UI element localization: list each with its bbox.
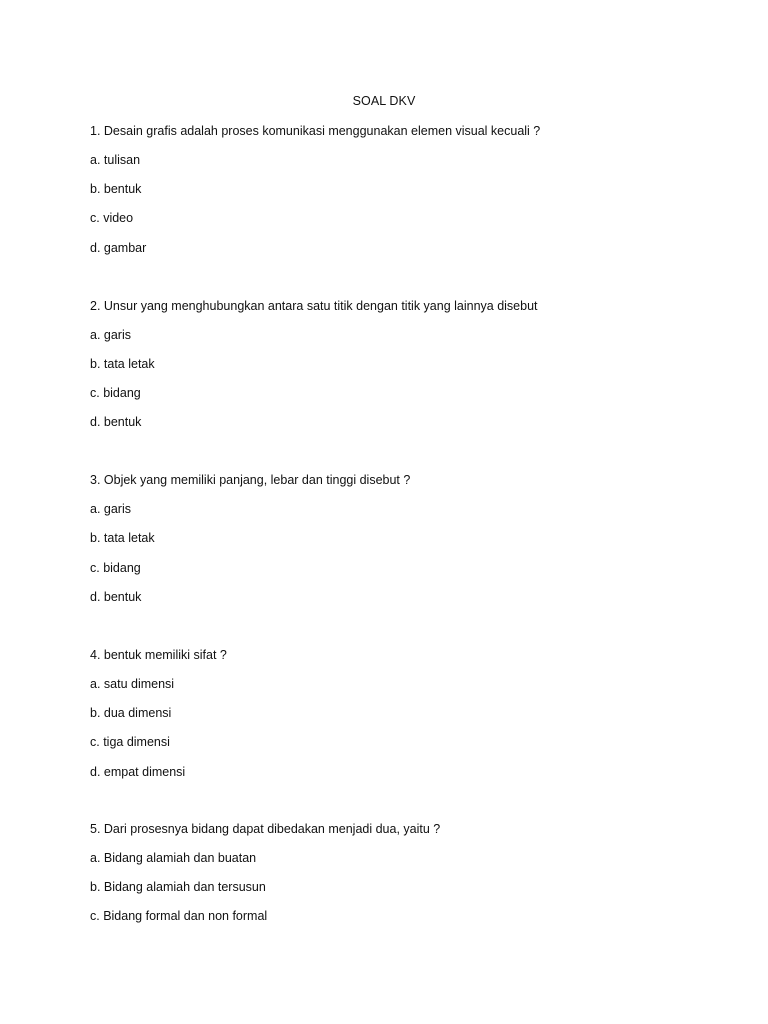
question-2-option-c: c. bidang: [90, 386, 141, 400]
question-5-option-a: a. Bidang alamiah dan buatan: [90, 851, 257, 865]
question-2-option-b: b. tata letak: [90, 357, 155, 371]
question-4-option-d: d. empat dimensi: [90, 765, 186, 779]
question-5-option-b: b. Bidang alamiah dan tersusun: [90, 880, 266, 894]
question-2-option-a: a. garis: [90, 328, 131, 342]
question-3-option-c: c. bidang: [90, 561, 141, 575]
question-1-option-c: c. video: [90, 211, 134, 225]
question-4-option-b: b. dua dimensi: [90, 706, 172, 720]
question-1-text: 1. Desain grafis adalah proses komunikasi menggunakan elemen visual kecuali ?: [90, 124, 541, 138]
question-3-text: 3. Objek yang memiliki panjang, lebar dan tinggi disebut ?: [90, 473, 411, 487]
question-3-option-a: a. garis: [90, 502, 131, 516]
question-4-option-a: a. satu dimensi: [90, 677, 175, 691]
question-3-option-b: b. tata letak: [90, 531, 155, 545]
question-4-text: 4. bentuk memiliki sifat ?: [90, 648, 227, 662]
question-4-option-c: c. tiga dimensi: [90, 735, 170, 749]
question-1-option-b: b. bentuk: [90, 182, 142, 196]
question-5-option-c: c. Bidang formal dan non formal: [90, 909, 268, 923]
question-2-option-d: d. bentuk: [90, 415, 142, 429]
question-1-option-d: d. gambar: [90, 241, 147, 255]
question-1-option-a: a. tulisan: [90, 153, 141, 167]
document-title: SOAL DKV: [352, 94, 416, 108]
question-5-text: 5. Dari prosesnya bidang dapat dibedakan menjadi dua, yaitu ?: [90, 822, 441, 836]
question-2-text: 2. Unsur yang menghubungkan antara satu titik dengan titik yang lainnya disebut: [90, 299, 538, 313]
question-3-option-d: d. bentuk: [90, 590, 142, 604]
